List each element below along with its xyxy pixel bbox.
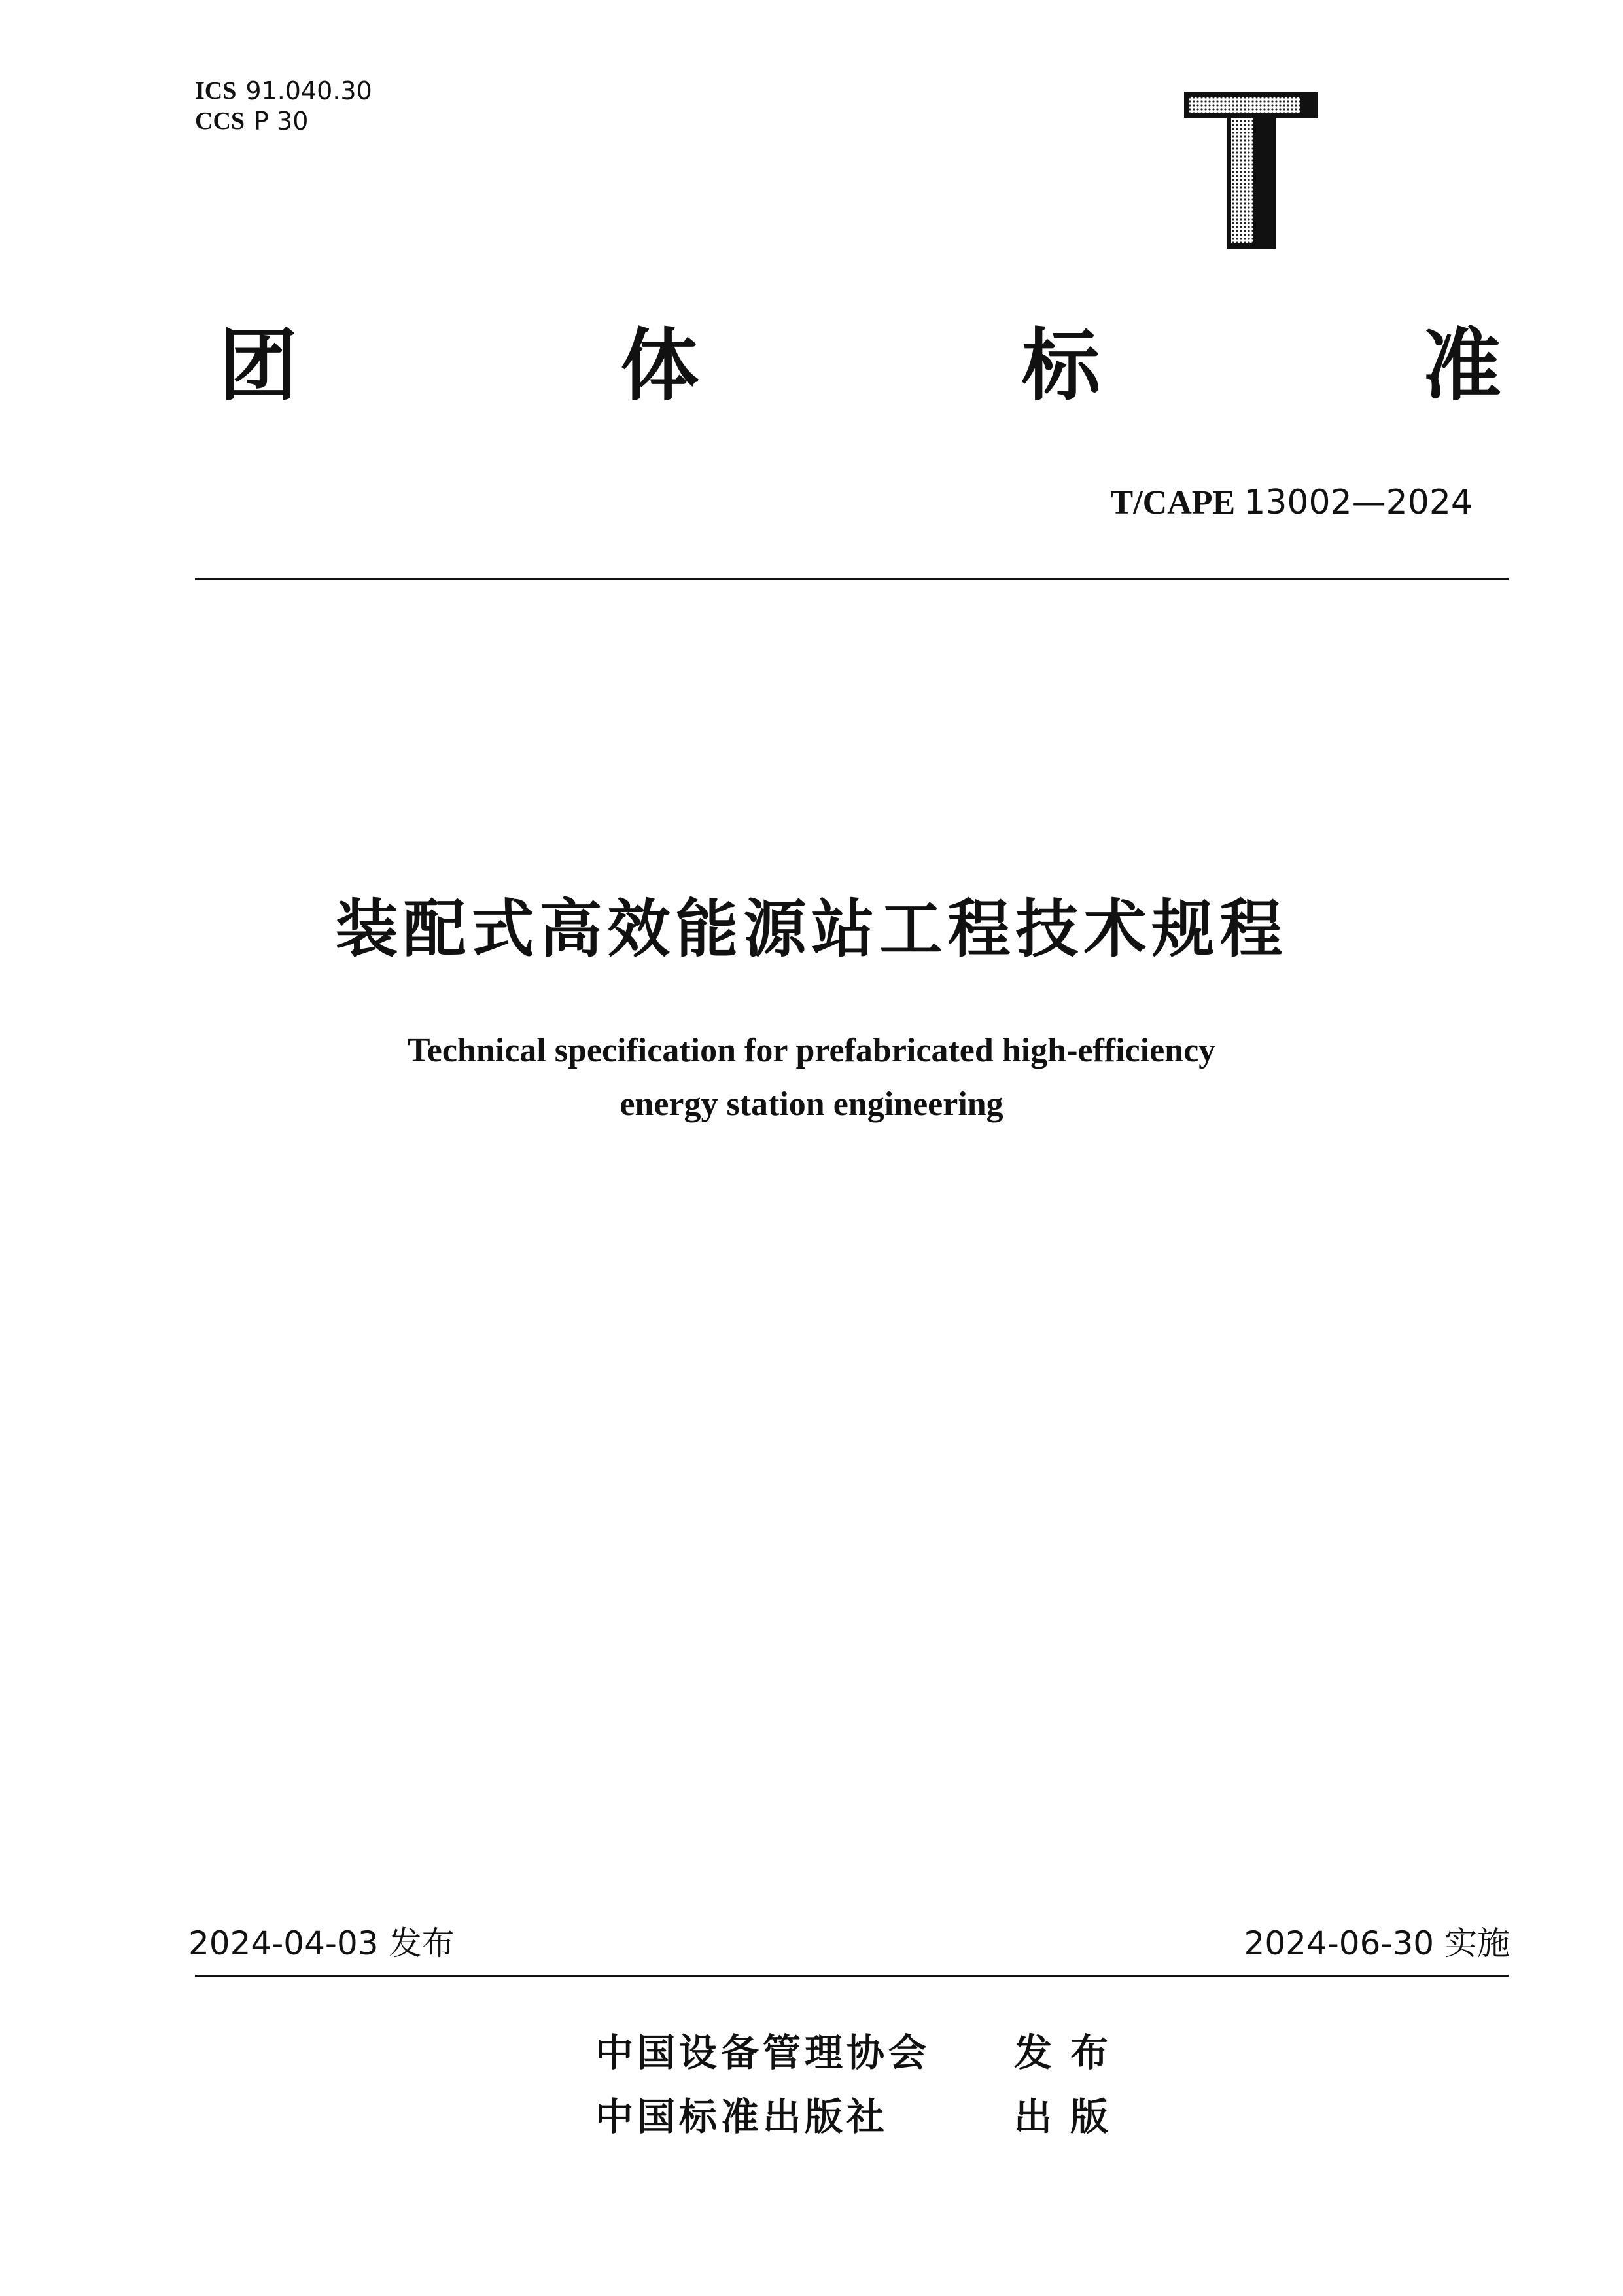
publisher-row: [595, 2085, 1126, 2149]
ics-value: 91.040.30: [245, 77, 372, 105]
title-english-line-2: energy station engineering: [620, 1086, 1003, 1123]
bottom-divider: [195, 1975, 1509, 1977]
ccs-code: [195, 106, 372, 136]
standard-code: 13002—2024: [1244, 483, 1473, 522]
issue-date: 2024-04-03 发布: [188, 1924, 455, 1962]
publisher-org: 中国设备管理协会: [595, 2030, 931, 2075]
standard-number: [1111, 483, 1473, 523]
publisher-row: [595, 2021, 1126, 2085]
title-chinese: 装配式高效能源站工程技术规程: [335, 892, 1288, 966]
dates-row: [188, 1922, 1510, 1964]
implementation-date: 2024-06-30 实施: [1244, 1924, 1510, 1962]
publisher-org: 中国标准出版社: [595, 2094, 889, 2139]
title-english-line-1: Technical specification for prefabricated high-efficiency: [407, 1032, 1216, 1069]
title-english: [0, 1024, 1623, 1131]
publisher-role: 出版: [1014, 2094, 1127, 2139]
group-standard-t-logo-icon: [1184, 92, 1318, 249]
standard-prefix: T/CAPE: [1110, 484, 1236, 521]
heading-char-4: 准: [1422, 321, 1501, 412]
ics-label: ICS: [195, 77, 237, 105]
publishers: [595, 2021, 1126, 2149]
ccs-label: CCS: [195, 107, 245, 135]
heading-char-1: 团: [219, 321, 298, 412]
heading-char-2: 体: [620, 321, 699, 412]
ics-code: [195, 76, 372, 106]
heading-char-3: 标: [1021, 321, 1100, 412]
classification-codes: [195, 76, 372, 136]
group-standard-heading: [219, 321, 1501, 412]
top-divider: [195, 578, 1509, 580]
publisher-role: 发布: [1014, 2030, 1127, 2075]
ccs-value: P 30: [254, 107, 309, 135]
